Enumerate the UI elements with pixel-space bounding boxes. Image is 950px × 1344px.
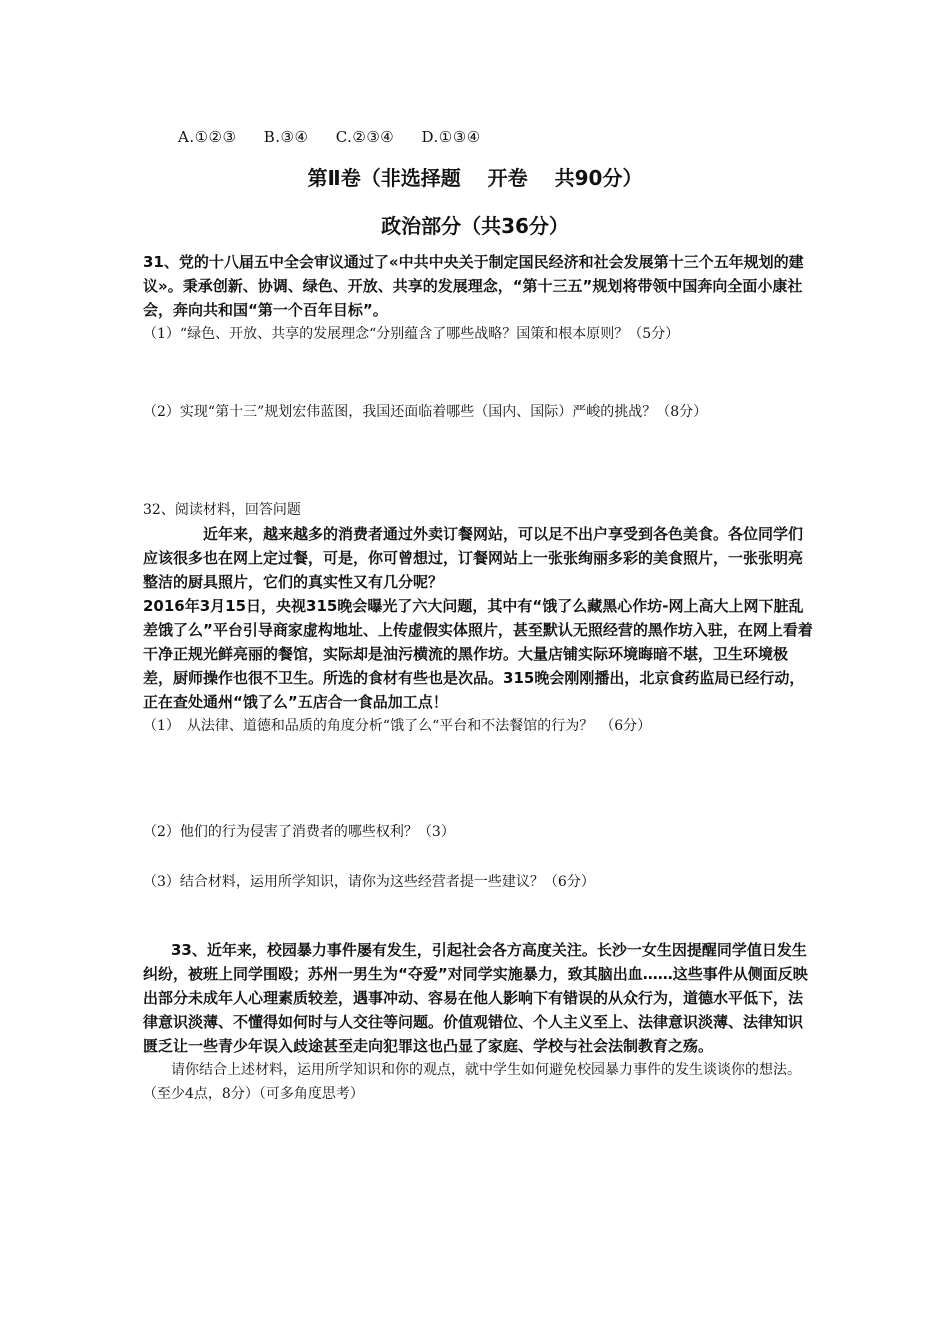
q32-sub1: （1） 从法律、道德和品质的角度分析“饿了么“平台和不法餐馆的行为？ （6分） [143,718,652,734]
q31-sub2: （2）实现“第十三”规划宏伟蓝图，我国还面临着哪些（国内、国际）严峻的挑战？（8分） [143,404,708,420]
section-title: 第Ⅱ卷（非选择题 开卷 共90分） [307,166,643,190]
q31-sub2-block [143,400,813,424]
option-d: D.①③④ [421,128,481,146]
q32-sub3: （3）结合材料，运用所学知识，请你为这些经营者提一些建议？（6分） [143,874,595,890]
option-b: B.③④ [263,128,309,146]
option-c: C.②③④ [335,128,395,146]
question-31 [143,250,813,346]
q32-heading: 32、阅读材料，回答问题 [143,502,301,518]
q32-sub2-block [143,820,813,844]
q32-para2: 2016年3月15日，央视315晚会曝光了六大问题，其中有“饿了么藏黑心作坊-网上高大上网下脏乱差饿了么”平台引导商家虚构地址、上传虚假实体照片，甚至默认无照经营的黑作坊入驻，在网上看着干净正规光鲜亮丽的餐馆，实际却是油污横流的黑作坊。大量店铺实际环境晦暗不堪，卫生环境极差，厨师操作也很不卫生。所选的食材有些也是次品。315晚会刚刚播出，北京食药监局已经行动，正在查处通州“饿了么”五店合一食品加工点！ [143,597,813,711]
question-33 [143,938,813,1106]
q31-stem: 31、党的十八届五中全会审议通过了«中共中央关于制定国民经济和社会发展第十三个五年规划的建议»。秉承创新、协调、绿色、开放、共享的发展理念，“第十三五”规划将带领中国奔向全面小康社会，奔向共和国“第一个百年目标”。 [143,253,804,319]
question-32 [143,498,813,738]
q32-sub3-block [143,870,813,894]
part-title: 政治部分（共36分） [381,214,569,238]
option-a: A.①②③ [178,128,237,146]
q32-sub2: （2）他们的行为侵害了消费者的哪些权利？（3） [143,824,455,840]
q32-para1: 近年来，越来越多的消费者通过外卖订餐网站，可以足不出户享受到各色美食。各位同学们应该很多也在网上定过餐，可是，你可曾想过，订餐网站上一张张绚丽多彩的美食照片，一张张明亮整洁的厨具照片，它们的真实性又有几分呢？ [143,525,804,591]
q31-sub1: （1）“绿色、开放、共享的发展理念“分别蕴含了哪些战略？国策和根本原则？（5分） [143,326,680,342]
answer-options [178,128,503,146]
q33-para2: 请你结合上述材料，运用所学知识和你的观点，就中学生如何避免校园暴力事件的发生谈谈你的想法。（至少4点，8分）（可多角度思考） [143,1062,801,1102]
q33-para1: 33、近年来，校园暴力事件屡有发生，引起社会各方高度关注。长沙一女生因提醒同学值日发生纠纷，被班上同学围殴；苏州一男生为“夺爱”对同学实施暴力，致其脑出血……这些事件从侧面反映出部分未成年人心理素质较差，遇事冲动、容易在他人影响下有错误的从众行为，道德水平低下，法律意识淡薄、不懂得如何时与人交往等问题。价值观错位、个人主义至上、法律意识淡薄、法律知识匮乏让一些青少年误入歧途甚至走向犯罪这也凸显了家庭、学校与社会法制教育之殇。 [143,941,808,1055]
